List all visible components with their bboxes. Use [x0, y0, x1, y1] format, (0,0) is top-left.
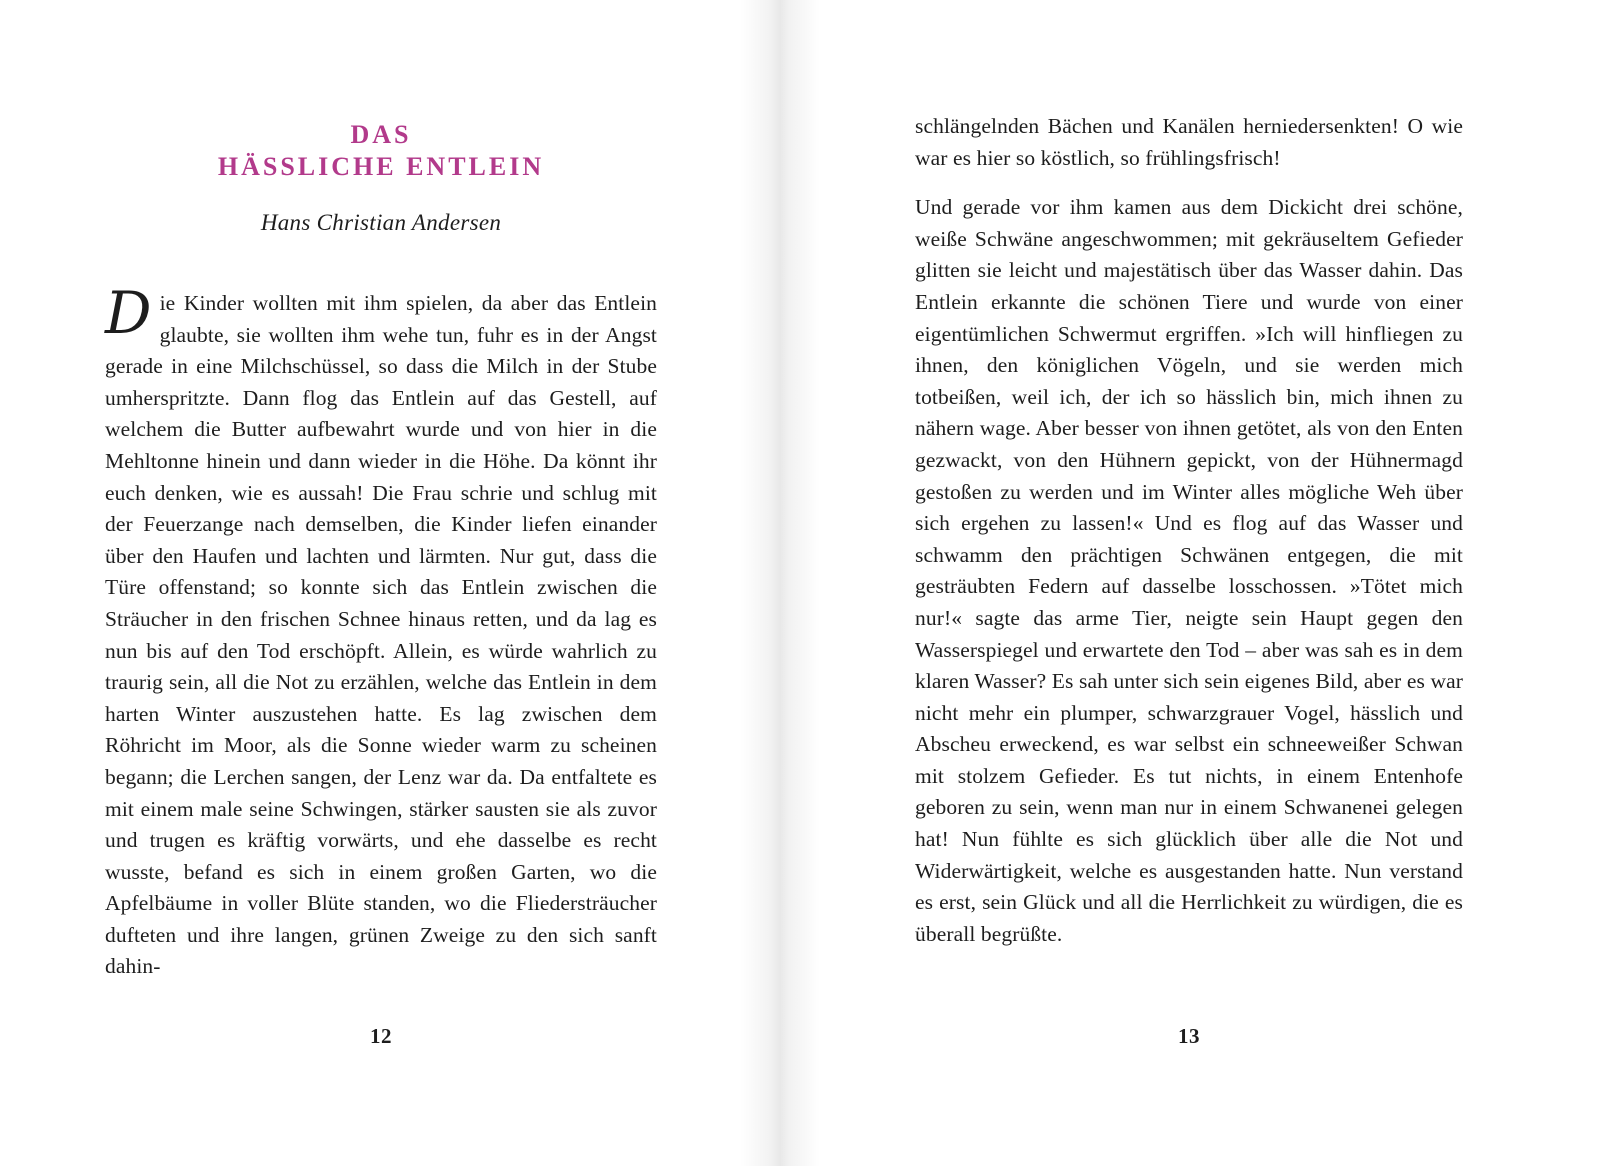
dropcap-letter: D	[105, 279, 152, 347]
right-text-column	[915, 0, 1463, 968]
left-page-paragraph	[105, 279, 657, 983]
chapter-title-line2: HÄSSLICHE ENTLEIN	[217, 152, 545, 181]
page-number-right: 13	[1178, 1024, 1200, 1048]
page-number-left: 12	[370, 1024, 392, 1048]
page-right	[790, 0, 1600, 1166]
chapter-title-line1: DAS	[350, 120, 412, 149]
right-page-paragraph-1: schlängelnden Bächen und Kanälen herniedersenkten! O wie war es hier so köstlich, so frühlingsfrisch!	[915, 114, 1463, 170]
right-page-paragraph-2: Und gerade vor ihm kamen aus dem Dickicht drei schöne, weiße Schwäne angeschwommen; mit gekräuseltem Gefieder glitten sie leicht und majestätisch über das Wasser dahin. Das Entlein erkannte die schönen Tiere und wurde von einer eigentümlichen Schwermut ergriffen. »Ich will hinfliegen zu ihnen, den königlichen Vögeln, und sie werden mich totbeißen, weil ich, der ich so hässlich bin, mich ihnen zu nähern wage. Aber besser von ihnen getötet, als von den Enten gezwackt, von den Hühnern gepickt, von der Hühnermagd gestoßen zu werden und im Winter alles mögliche Weh über sich ergehen zu lassen!« Und es flog auf das Wasser und schwamm den prächtigen Schwänen entgegen, die mit gesträubten Federn auf dasselbe losschossen. »Tötet mich nur!« sagte das arme Tier, neigte sein Haupt gegen den Wasserspiegel und erwartete den Tod – aber was sah es in dem klaren Wasser? Es sah unter sich sein eigenes Bild, aber es war nicht mehr ein plumper, schwarzgrauer Vogel, hässlich und Abscheu erweckend, es war selbst ein schneeweißer Schwan mit stolzem Gefieder. Es tut nichts, in einem Entenhofe geboren zu sein, wenn man nur in einem Schwanenei gelegen hat! Nun fühlte es sich glücklich über alle die Not und Widerwärtigkeit, welche es ausgestanden hatte. Nun verstand es erst, sein Glück und all die Herrlichkeit zu würdigen, die es überall begrüßte.	[915, 195, 1463, 946]
left-paragraph-text: ie Kinder wollten mit ihm spielen, da aber das Entlein glaubte, sie wollten ihm wehe tun, fuhr es in der Angst gerade in eine Milchschüssel, so dass die Milch in der Stube umherspritzte. Dann flog das Entlein auf das Gestell, auf welchem die Butter aufbewahrt wurde und von hier in die Mehltonne hinein und dann wieder in die Höhe. Da könnt ihr euch denken, wie es aussah! Die Frau schrie und schlug mit der Feuerzange nach demselben, die Kinder liefen einander über den Haufen und lachten und lärmten. Nur gut, dass die Türe offenstand; so konnte sich das Entlein zwischen die Sträucher in den frischen Schnee hinaus retten, und da lag es nun bis auf den Tod erschöpft. Allein, es würde wahrlich zu traurig sein, all die Not zu erzählen, welche das Entlein in dem harten Winter auszustehen hatte. Es lag zwischen dem Röhricht im Moor, als die Sonne wieder warm zu scheinen begann; die Lerchen sangen, der Lenz war da. Da entfaltete es mit einem male seine Schwingen, stärker sausten sie als zuvor und trugen es kräftig vorwärts, und ehe dasselbe es recht wusste, befand es sich in einem großen Garten, wo die Apfelbäume in voller Blüte standen, wo die Fliedersträucher dufteten und ihre langen, grünen Zweige zu den sich sanft dahin-	[105, 291, 657, 979]
author-name: Hans Christian Andersen	[260, 210, 502, 235]
chapter-title	[105, 119, 657, 183]
page-left	[0, 0, 770, 1166]
left-text-column	[105, 0, 657, 1001]
